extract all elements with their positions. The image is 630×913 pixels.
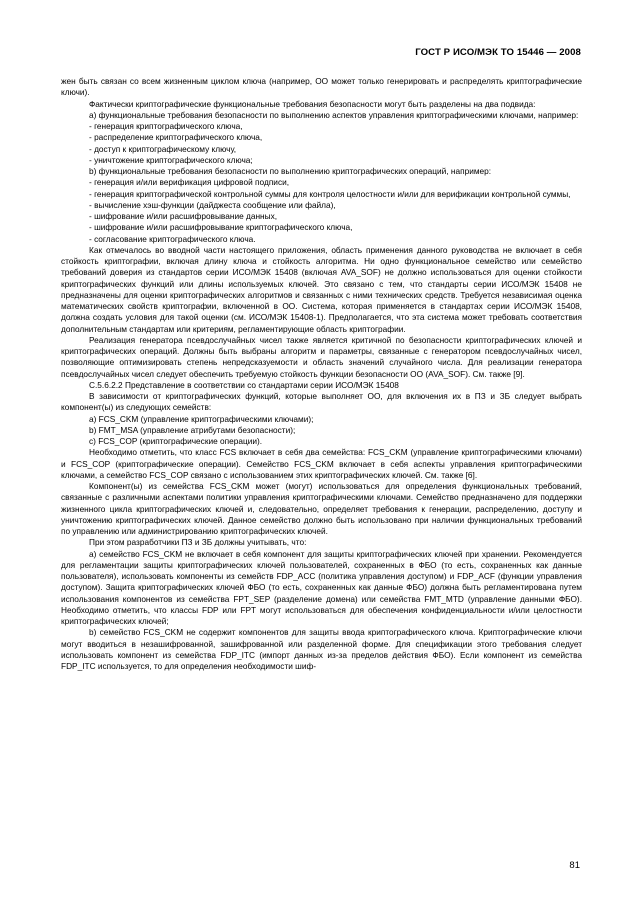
paragraph: Как отмечалось во вводной части настоящего приложения, область применения данного руководства не включает в себя стойкость криптографии, включая длину ключа и стойкость алгоритма. Ни одно функциональное семейство или семейство требований доверия из стандартов серии ИСО/МЭК 15408 (включая AVA_SOF) не должно использоваться для оценки стойкости криптографических функций или длины используемых ключей. Это связано с тем, что стандарты серии ИСО/МЭК 15408 не предназначены для оценки криптографических алгоритмов и связанных с ними технических средств. Требуется независимая оценка математических свойств криптографии, включенной в ОО. Система, которая применяется в стандартах серии ИСО/МЭК 15408, должна создать условия для такой оценки (см. ИСО/МЭК 15408-1). Предполагается, что эта система может требовать соответствия дополнительным стандартам или критериям, регламентирующие область криптографии. — [61, 244, 582, 334]
paragraph: c) FCS_COP (криптографические операции). — [89, 436, 263, 446]
paragraph: b) FMT_MSA (управление атрибутами безопасности); — [89, 424, 296, 435]
paragraph: - генерация криптографической контрольной суммы для контроля целостности и/или для верификации контрольной суммы, — [89, 188, 571, 199]
paragraph: - шифрование и/или расшифровывание данных, — [89, 211, 278, 221]
paragraph: - доступ к криптографическому ключу, — [89, 143, 237, 154]
paragraph: - распределение криптографического ключа, — [89, 132, 263, 143]
paragraph: - согласование криптографического ключа. — [89, 233, 256, 244]
paragraph: а) функциональные требования безопасности по выполнению аспектов управления криптографическими ключами, например: — [89, 109, 579, 120]
paragraph: a) FCS_CKM (управление криптографическими ключами); — [89, 413, 314, 424]
paragraph: - вычисление хэш-функции (дайджеста сообщение или файла), — [89, 199, 336, 210]
paragraph: В зависимости от криптографических функций, которые выполняет ОО, для включения их в ПЗ и ЗБ следует выбрать компонент(ы) из следующих семейств: — [61, 391, 582, 413]
paragraph: b) семейство FCS_CKM не содержит компонентов для защиты ввода криптографического ключа. Криптографические ключи могут вводиться в незашифрованной, зашифрованной или разделенной форме. Для спецификации этого требования следует использовать компонент из семейства FDP_ITC (импорт данных из-за пределов действия ФБО). Если компонент из семейства FDP_ITC используется, то для определения необходимости шиф- — [61, 627, 582, 671]
paragraph: - шифрование и/или расшифровывание криптографического ключа, — [89, 222, 353, 233]
paragraph: - уничтожение криптографического ключа; — [89, 154, 253, 165]
page-number: 81 — [569, 860, 580, 871]
paragraph: Фактически криптографические функциональные требования безопасности могут быть разделены на два подвида: — [89, 98, 536, 109]
paragraph: - генерация и/или верификация цифровой подписи, — [89, 177, 290, 188]
paragraph: жен быть связан со всем жизненным циклом ключа (например, ОО может только генерировать и распределять криптографические ключи). — [61, 76, 582, 98]
paragraph: Реализация генератора псевдослучайных чисел также является критичной по безопасности криптографических ключей и криптографических операций. Должны быть выбраны алгоритм и параметры, связанные с генератором псевдослучайных чисел, позволяющие оптимизировать степень непредсказуемости и область значений случайного числа. Для реализации генератора псевдослучайных чисел следует обеспечить требуемую стойкость функции безопасности ОО (AVA_SOF). См. также [9]. — [61, 334, 582, 379]
paragraph: а) семейство FCS_CKM не включает в себя компонент для защиты криптографических ключей при хранении. Рекомендуется для регламентации защиты криптографических ключей пользователей, сохраненных в ФБО (то есть, сохраненных как данные пользователя), использовать компоненты из семейств FDP_ACC (политика управления доступом) и FDP_ACF (функции управления доступом). Защита криптографических ключей ФБО (то есть, сохраненных как данные ФБО) должна быть регламентирована путем использования компонентов из семейства FPT_SEP (разделение домена) или семейства FMT_MTD (управление данными ФБО). Необходимо отметить, что классы FDP или FPT могут использоваться для обеспечения конфиденциальности и/или целостности криптографических ключей; — [61, 548, 582, 626]
paragraph: b) функциональные требования безопасности по выполнению криптографических операций, например: — [89, 166, 492, 176]
paragraph: При этом разработчики ПЗ и ЗБ должны учитывать, что: — [89, 537, 307, 548]
paragraph: Необходимо отметить, что класс FCS включает в себя два семейства: FCS_CKM (управление криптографическими ключами) и FCS_COP (криптографические операции). Семейство FCS_CKM включает в себя аспекты управления криптографическими ключами, а семейство FCS_COP связано с использованием этих криптографических ключей. См. также [6]. — [61, 447, 582, 480]
paragraph: Компонент(ы) из семейства FCS_CKM может (могут) использоваться для определения функциональных требований, связанные с различными аспектами политики управления криптографическими ключами. Семейство предназначено для поддержки жизненного цикла криптографических ключей и, следовательно, определяет требования к генерации, распределению, доступу и уничтожению криптографических ключей. Данное семейство должно быть использовано при наличии функциональных требований по управлению или администрированию криптографических ключей. — [61, 481, 582, 536]
document-body — [61, 76, 582, 672]
paragraph: - генерация криптографического ключа, — [89, 121, 243, 131]
paragraph: С.5.6.2.2 Представление в соответствии со стандартами серии ИСО/МЭК 15408 — [89, 379, 399, 390]
document-header: ГОСТ Р ИСО/МЭК ТО 15446 — 2008 — [415, 47, 581, 58]
